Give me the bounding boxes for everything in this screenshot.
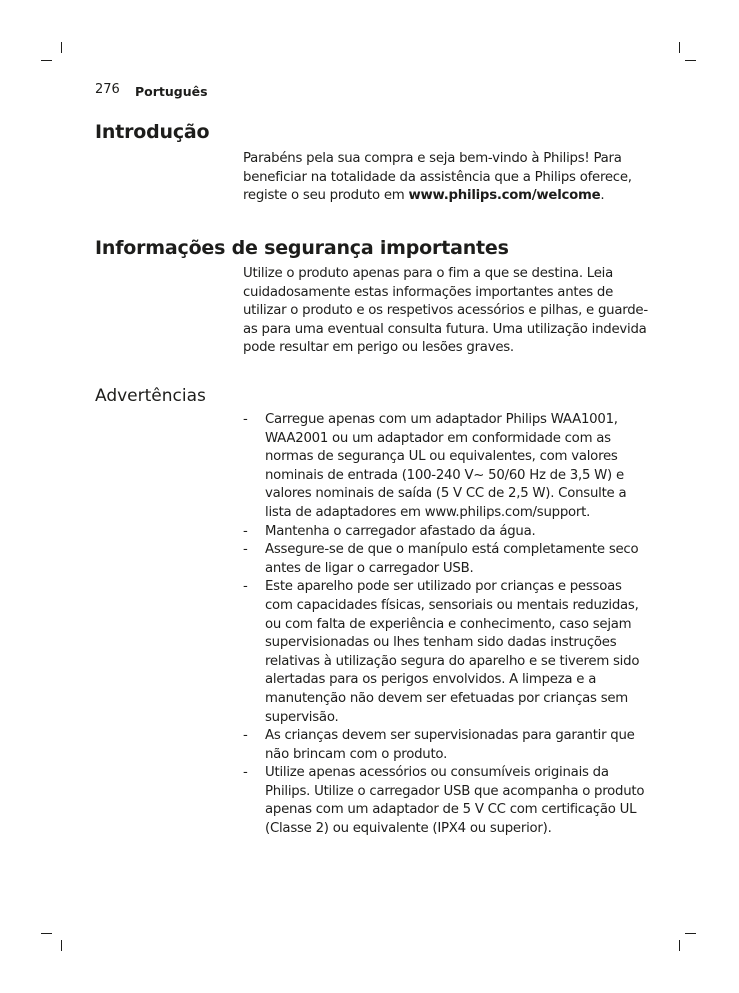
list-item-text: As crianças devem ser supervisionadas para garantir que não brincam com o produto. [265,728,635,762]
page-number: 276 [95,82,120,97]
list-item-text: Carregue apenas com um adaptador Philips WAA1001, WAA2001 ou um adaptador em conformidade com as normas de segurança UL ou equivalentes, com valores nominais de entrada (100-240 V~ 50/60 Hz de 3,5 W) e valores nominais de saída (5 V CC de 2,5 W). Consulte a lista de adaptadores em www.philips.com/support. [265,412,627,520]
crop-mark-bottom-left-vertical [61,940,62,951]
list-item-text: Este aparelho pode ser utilizado por crianças e pessoas com capacidades físicas, sensoriais ou mentais reduzidas, ou com falta de experiência e conhecimento, caso sejam supervisionadas ou lhes tenham sido dadas instruções relativas à utilização segura do aparelho e se tiverem sido alertadas para os perigos envolvidos. A limpeza e a manutenção não devem ser efetuadas por crianças sem supervisão. [265,579,640,725]
list-item [243,727,648,764]
page-language-label: Português [135,84,208,99]
crop-mark-top-right-vertical [679,42,680,53]
list-item-text: Assegure-se de que o manípulo está completamente seco antes de ligar o carregador USB. [265,542,639,576]
intro-paragraph [243,150,648,206]
bullet-dash: - [243,728,248,744]
crop-mark-top-right-horizontal [685,60,696,61]
bullet-dash: - [243,523,248,539]
list-item [243,523,648,542]
welcome-link[interactable]: www.philips.com/welcome [408,188,601,204]
crop-mark-bottom-left-horizontal [41,933,52,934]
list-item [243,411,648,523]
list-item [243,541,648,578]
bullet-dash: - [243,579,248,595]
crop-mark-top-left-vertical [61,42,62,53]
safety-paragraph: Utilize o produto apenas para o fim a que se destina. Leia cuidadosamente estas informações importantes antes de utilizar o produto e os respetivos acessórios e pilhas, e guarde-as para uma eventual consulta futura. Uma utilização indevida pode resultar em perigo ou lesões graves. [243,266,648,356]
crop-mark-bottom-right-vertical [679,940,680,951]
intro-heading: Introdução [95,121,210,143]
safety-heading: Informações de segurança importantes [95,237,509,259]
list-item-text: Utilize apenas acessórios ou consumíveis originais da Philips. Utilize o carregador USB que acompanha o produto apenas com um adaptador de 5 V CC com certificação UL (Classe 2) ou equivalente (IPX4 ou superior). [265,765,645,837]
list-item [243,764,648,838]
crop-mark-top-left-horizontal [41,60,52,61]
bullet-dash: - [243,542,248,558]
list-item [243,578,648,727]
bullet-dash: - [243,412,248,427]
crop-mark-bottom-right-horizontal [685,933,696,934]
intro-text: Parabéns pela sua compra e seja bem-vindo à Philips! Para beneficiar na totalidade da assistência que a Philips oferece, registe o seu produto em [243,151,632,204]
bullet-dash: - [243,765,248,781]
list-item-text: Mantenha o carregador afastado da água. [265,523,536,539]
intro-end: . [600,188,605,204]
warnings-list [243,411,648,839]
warnings-heading: Advertências [95,386,206,406]
